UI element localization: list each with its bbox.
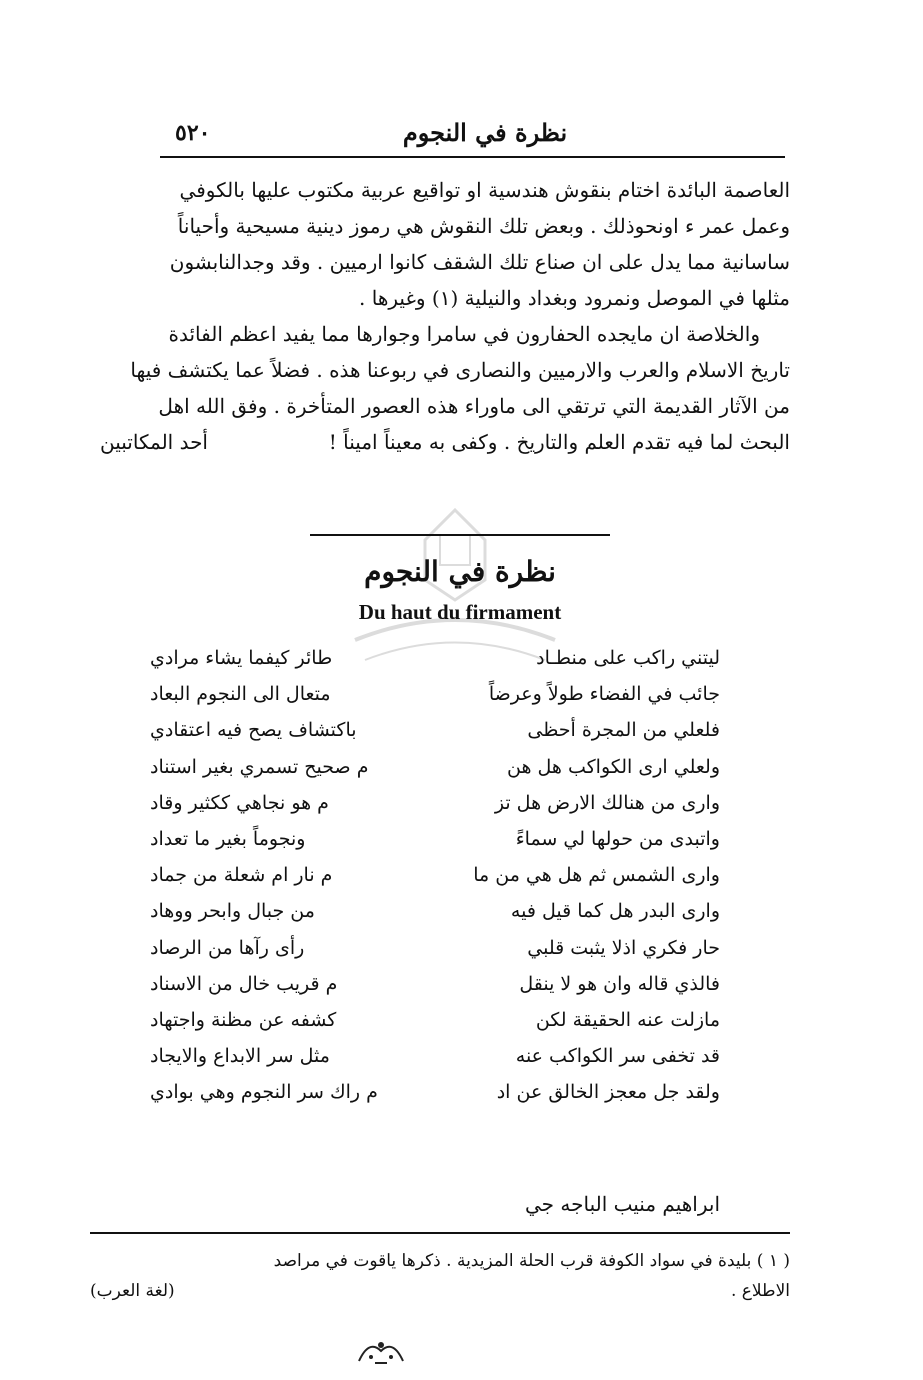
poem-body	[150, 640, 720, 1110]
poet-name: ابراهيم منيب الباجه جي	[525, 1192, 720, 1216]
verse-second-hemistich: م قريب خال من الاسناد	[150, 972, 338, 995]
conclusion-line: تاريخ الاسلام والعرب والارميين والنصارى في ربوعنا هذه . فضلاً عما يكتشف فيها	[130, 358, 790, 382]
footnote	[90, 1246, 790, 1306]
verse	[150, 749, 720, 785]
verse-first-hemistich: ولقد جل معجز الخالق عن اد	[496, 1081, 720, 1104]
verse-second-hemistich: من جبال وابحر ووهاد	[150, 900, 315, 923]
verse	[150, 785, 720, 821]
verse-first-hemistich: وارى الشمس ثم هل هي من ما	[473, 864, 720, 887]
footnote-rule	[90, 1232, 790, 1234]
article-line: ساسانية مما يدل على ان صناع تلك الشقف كانوا ارميين . وقد وجدالنابشون	[169, 250, 790, 274]
verse	[150, 821, 720, 857]
verse-first-hemistich: فلعلي من المجرة أحظى	[527, 719, 720, 742]
end-ornament-icon	[351, 1335, 411, 1367]
verse-second-hemistich: م نار ام شعلة من جماد	[150, 864, 333, 887]
section-divider	[310, 534, 610, 536]
verse-first-hemistich: وارى البدر هل كما قيل فيه	[510, 900, 720, 923]
article-body	[100, 172, 790, 460]
verse-first-hemistich: واتبدى من حولها لي سماءً	[515, 827, 720, 850]
verse	[150, 712, 720, 748]
header-rule	[160, 156, 785, 158]
verse	[150, 676, 720, 712]
poem-subtitle: Du haut du firmament	[358, 600, 562, 624]
verse-first-hemistich: جائب في الفضاء طولاً وعرضاً	[488, 683, 720, 706]
verse-first-hemistich: مازلت عنه الحقيقة لكن	[535, 1008, 720, 1031]
verse-first-hemistich: وارى من هنالك الارض هل تز	[494, 791, 720, 814]
verse-first-hemistich: ليتني راكب على منطـاد	[536, 647, 720, 669]
footnote-credit: (لغة العرب)	[90, 1281, 175, 1301]
verse	[150, 1002, 720, 1038]
verse-second-hemistich: طائر كيفما يشاء مرادي	[150, 647, 333, 669]
article-line: وعمل عمر ء اونحوذلك . وبعض تلك النقوش هي رموز دينية مسيحية وأحياناً	[177, 214, 790, 238]
verse	[150, 1038, 720, 1074]
poem-title: نظرة في النجوم	[364, 555, 556, 588]
verse-second-hemistich: مثل سر الابداع والايجاد	[150, 1045, 330, 1068]
verse-second-hemistich: كشفه عن مظنة واجتهاد	[150, 1008, 337, 1031]
page-header	[165, 118, 785, 158]
conclusion-line: والخلاصة ان مايجده الحفارون في سامرا وجوارها مما يفيد اعظم الفائدة	[168, 322, 760, 346]
conclusion-line: البحث لما فيه تقدم العلم والتاريخ . وكفى به معيناً اميناً !	[328, 430, 790, 454]
verse	[150, 966, 720, 1002]
verse-second-hemistich: ونجوماً بغير ما تعداد	[150, 827, 306, 850]
article-line: مثلها في الموصل ونمرود وبغداد والنيلية (١) وغيرها .	[359, 286, 790, 310]
verse	[150, 1074, 720, 1110]
closing-line	[100, 424, 790, 460]
page-number: ٥٢٠	[175, 120, 211, 146]
footnote-last-line	[90, 1276, 790, 1306]
verse-first-hemistich: حار فكري اذلا يثبت قلبي	[527, 936, 720, 959]
verse-first-hemistich: قد تخفى سر الكواكب عنه	[515, 1045, 720, 1068]
verse-second-hemistich: رأى رآها من الرصاد	[150, 936, 305, 959]
conclusion-line: من الآثار القديمة التي ترتقي الى ماوراء هذه العصور المتأخرة . وفق الله اهل	[158, 394, 790, 418]
verse-first-hemistich: فالذي قاله وان هو لا ينقل	[519, 972, 720, 995]
verse-first-hemistich: ولعلي ارى الكواكب هل هن	[507, 755, 720, 778]
article-author: أحد المكاتبين	[100, 430, 208, 454]
footnote-line: ( ١ ) بليدة في سواد الكوفة قرب الحلة المزيدية . ذكرها ياقوت في مراصد	[273, 1251, 790, 1271]
verse	[150, 640, 720, 676]
verse-second-hemistich: م صحيح تسمري بغير استناد	[150, 755, 369, 778]
running-title: نظرة في النجوم	[402, 118, 568, 147]
article-line: العاصمة البائدة اختام بنقوش هندسية او تواقيع عربية مكتوب عليها بالكوفي	[179, 178, 790, 202]
verse	[150, 930, 720, 966]
verse-second-hemistich: باكتشاف يصح فيه اعتقادي	[150, 719, 357, 742]
verse-second-hemistich: متعال الى النجوم البعاد	[150, 683, 331, 706]
verse-second-hemistich: م هو نجاهي ككثير وقاد	[150, 791, 329, 814]
footnote-line: الاطلاع .	[730, 1281, 790, 1301]
verse	[150, 857, 720, 893]
verse	[150, 893, 720, 929]
verse-second-hemistich: م راك سر النجوم وهي بوادي	[150, 1081, 378, 1104]
